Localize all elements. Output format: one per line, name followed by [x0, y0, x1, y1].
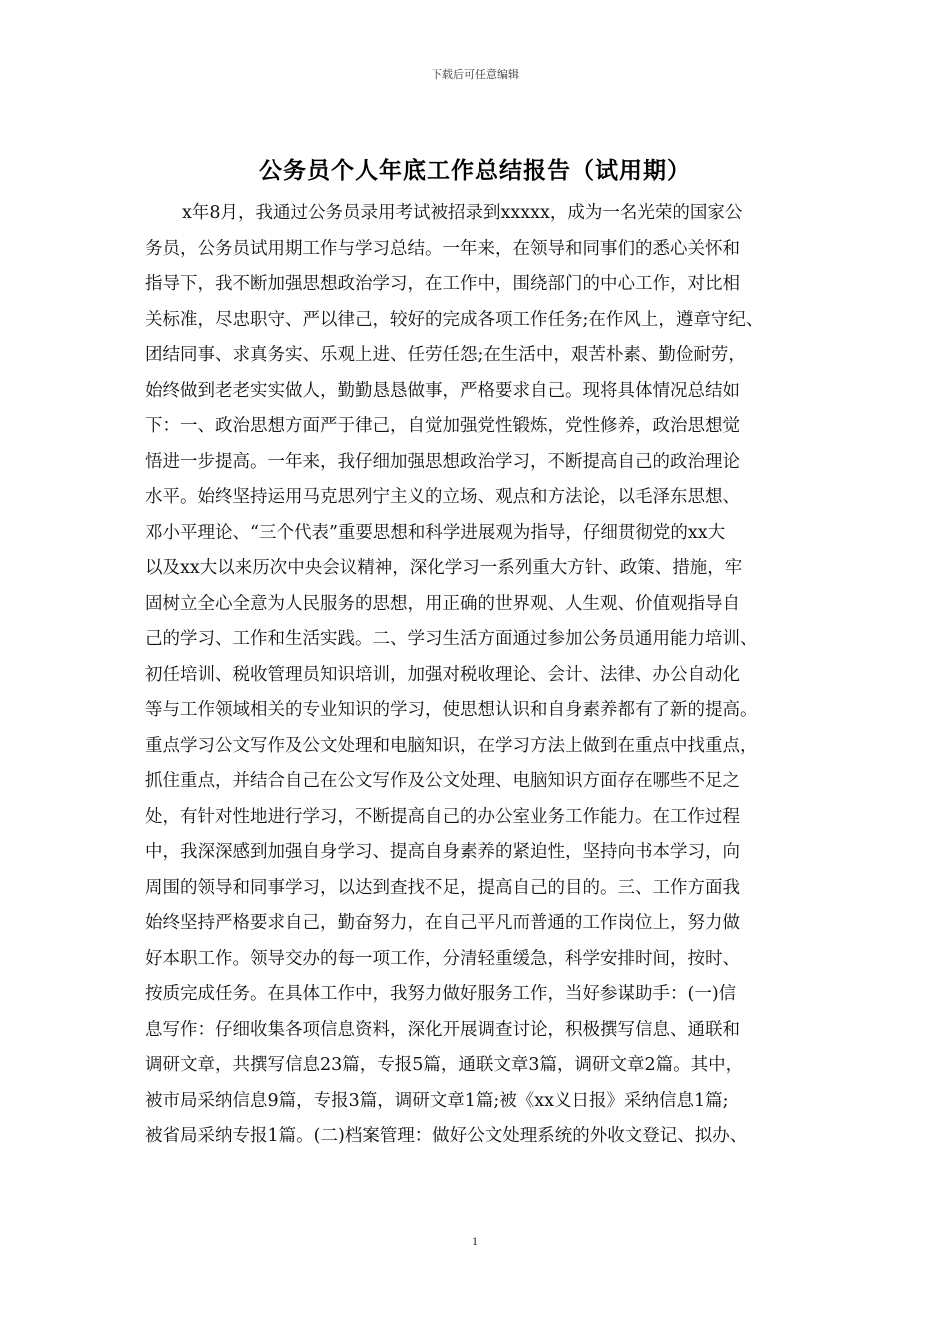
body-line: 调研文章，共撰写信息23篇，专报5篇，通联文章3篇，调研文章2篇。其中， [145, 1055, 744, 1075]
body-line: 重点学习公文写作及公文处理和电脑知识，在学习方法上做到在重点中找重点， [145, 735, 758, 756]
body-line: 关标准，尽忠职守、严以律己，较好的完成各项工作任务;在作风上，遵章守纪、 [145, 309, 764, 330]
page-number: 1 [472, 1234, 478, 1248]
body-line: 水平。始终坚持运用马克思列宁主义的立场、观点和方法论，以毛泽东思想、 [145, 487, 740, 507]
body-line: 处，有针对性地进行学习，不断提高自己的办公室业务工作能力。在工作过程 [145, 806, 740, 827]
body-line: 己的学习、工作和生活实践。二、学习生活方面通过参加公务员通用能力培训、 [145, 629, 758, 649]
body-line: 固树立全心全意为人民服务的思想，用正确的世界观、人生观、价值观指导自 [145, 593, 740, 614]
body-line: 抓住重点，并结合自己在公文写作及公文处理、电脑知识方面存在哪些不足之 [145, 771, 740, 791]
page-header: 下载后可任意编辑 [431, 68, 519, 81]
document-body [145, 196, 820, 1155]
document-title: 公务员个人年底工作总结报告（试用期） [259, 158, 691, 184]
body-line: 始终坚持严格要求自己，勤奋努力，在自己平凡而普通的工作岗位上，努力做 [145, 913, 740, 933]
body-line: 下：一、政治思想方面严于律己，自觉加强党性锻炼，党性修养，政治思想觉 [145, 416, 740, 436]
body-line: x年8月，我通过公务员录用考试被招录到xxxxx，成为一名光荣的国家公 [182, 203, 743, 223]
body-line: 邓小平理论、“三个代表”重要思想和科学进展观为指导，仔细贯彻党的xx大 [145, 522, 726, 543]
body-line: 始终做到老老实实做人，勤勤恳恳做事，严格要求自己。现将具体情况总结如 [145, 380, 740, 401]
body-line: 被市局采纳信息9篇，专报3篇，调研文章1篇;被《xx义日报》采纳信息1篇; [145, 1090, 729, 1111]
body-line: 务员，公务员试用期工作与学习总结。一年来，在领导和同事们的悉心关怀和 [145, 238, 740, 259]
body-line: 团结同事、求真务实、乐观上进、任劳任怨;在生活中，艰苦朴素、勤俭耐劳， [145, 345, 746, 365]
body-line: 按质完成任务。在具体工作中，我努力做好服务工作，当好参谋助手：(一)信 [145, 984, 737, 1004]
body-line: 息写作：仔细收集各项信息资料，深化开展调查讨论，积极撰写信息、通联和 [145, 1019, 740, 1040]
body-line: 初任培训、税收管理员知识培训，加强对税收理论、会计、法律、办公自动化 [145, 664, 740, 685]
body-line: 中，我深深感到加强自身学习、提高自身素养的紧迫性，坚持向书本学习，向 [145, 842, 740, 862]
body-line: 以及xx大以来历次中央会议精神，深化学习一系列重大方针、政策、措施，牢 [145, 558, 743, 578]
body-line: 被省局采纳专报1篇。(二)档案管理：做好公文处理系统的外收文登记、拟办、 [145, 1126, 748, 1146]
body-line: 周围的领导和同事学习，以达到查找不足，提高自己的目的。三、工作方面我 [145, 877, 740, 898]
body-line: 悟进一步提高。一年来，我仔细加强思想政治学习，不断提高自己的政治理论 [145, 451, 740, 472]
body-line: 好本职工作。领导交办的每一项工作，分清轻重缓急，科学安排时间，按时、 [145, 948, 740, 969]
body-line: 指导下，我不断加强思想政治学习，在工作中，围绕部门的中心工作，对比相 [145, 274, 740, 294]
body-line: 等与工作领域相关的专业知识的学习，使思想认识和自身素养都有了新的提高。 [145, 700, 758, 720]
